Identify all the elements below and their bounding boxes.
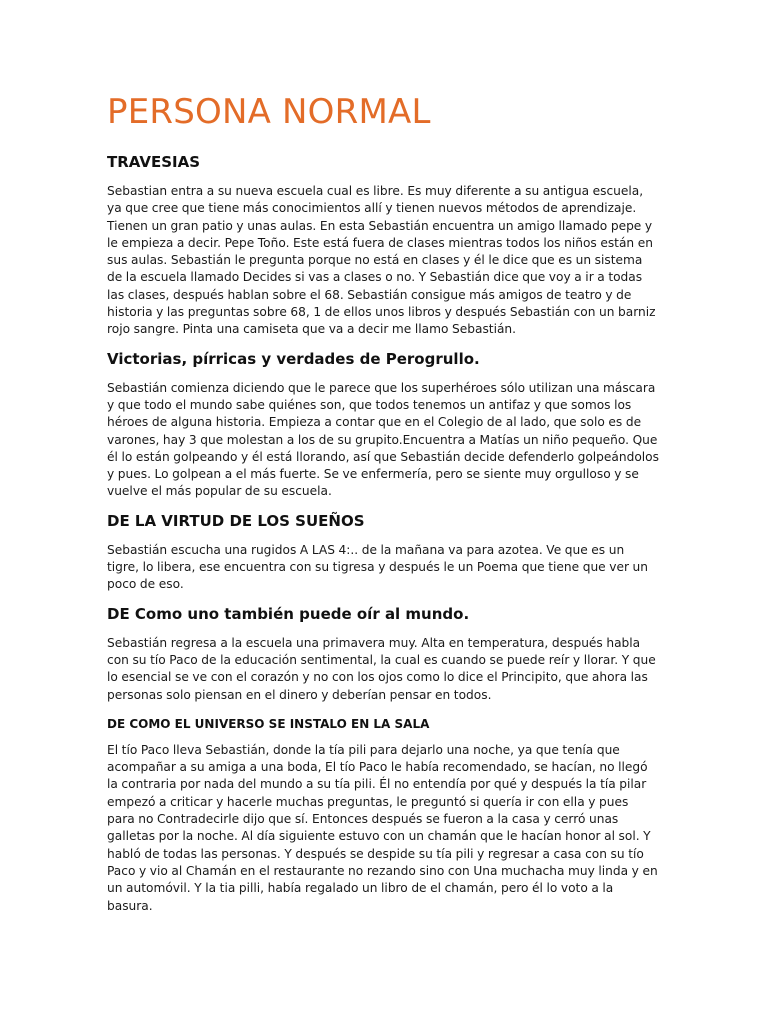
section-heading-victorias: Victorias, pírricas y verdades de Perogrullo. <box>107 349 480 368</box>
section-heading-oir-mundo: DE Como uno también puede oír al mundo. <box>107 604 470 623</box>
section-heading-travesias: TRAVESIAS <box>107 153 201 171</box>
section-heading-virtud-suenos: DE LA VIRTUD DE LOS SUEÑOS <box>107 511 365 530</box>
section-body-oir-mundo: Sebastián regresa a la escuela una primavera muy. Alta en temperatura, después habla con su tío Paco de la educación sentimental, la cual es cuando se puede reír y llorar. Y que lo esencial se ve con el corazón y no con los ojos como lo dice el Principito, que ahora las personas solo piensan en el dinero y deberían pensar en todos. <box>107 635 656 702</box>
section-body-travesias: Sebastian entra a su nueva escuela cual es libre. Es muy diferente a su antigua escuela, ya que cree que tiene más conocimientos allí y tienen nuevos métodos de aprendizaje. Tienen un gran patio y unas aulas. En esta Sebastián encuentra un amigo llamado pepe y le empieza a decir. Pepe Toño. Este está fuera de clases mientras todos los niños están en sus aulas. Sebastián le pregunta porque no está en clases y él le dice que es un sistema de la escuela llamado Decides si vas a clases o no. Y Sebastián dice que voy a ir a todas las clases, después hablan sobre el 68. Sebastián consigue más amigos de teatro y de historia y las preguntas sobre 68, 1 de ellos unos libros y después Sebastián con un barniz rojo sangre. Pinta una camiseta que va a decir me llamo Sebastián. <box>107 184 656 337</box>
section-body-virtud-suenos: Sebastián escucha una rugidos A LAS 4:.. de la mañana va para azotea. Ve que es un tigre, lo libera, ese encuentra con su tigresa y después le un Poema que tiene que ver un poco de eso. <box>107 542 648 592</box>
document-title: PERSONA NORMAL <box>107 92 431 132</box>
section-body-universo-sala: El tío Paco lleva Sebastián, donde la tía pili para dejarlo una noche, ya que tenía que acompañar a su amiga a una boda, El tío Paco le había recomendado, se hacían, no llegó la contraria por nada del mundo a su tía pili. Él no entendía por qué y después la tía pilar empezó a criticar y hacerle muchas preguntas, le preguntó si quería ir con ella y pues para no Contradecirle dijo que sí. Entonces después se fueron a la casa y cerró unas galletas por la noche. Al día siguiente estuvo con un chamán que le hacían honor al sol. Y habló de todas las personas. Y después se despide su tía pili y regresar a casa con su tío Paco y vio al Chamán en el restaurante no rezando sino con Una muchacha muy linda y en un automóvil. Y la tia pilli, había regalado un libro de el chamán, pero él lo voto a la basura. <box>107 742 658 913</box>
section-body-victorias: Sebastián comienza diciendo que le parece que los superhéroes sólo utilizan una máscara y que todo el mundo sabe quiénes son, que todos tenemos un antifaz y que somos los héroes de alguna historia. Empieza a contar que en el Colegio de al lado, que solo es de varones, hay 3 que molestan a los de su grupito.Encuentra a Matías un niño pequeño. Que él lo están golpeando y él está llorando, así que Sebastián decide defenderlo golpeándolos y pues. Lo golpean a el más fuerte. Se ve enfermería, pero se siente muy orgulloso y se vuelve el más popular de su escuela. <box>107 380 659 499</box>
document-page <box>107 88 659 925</box>
section-heading-universo-sala: DE COMO EL UNIVERSO SE INSTALO EN LA SALA <box>107 716 430 731</box>
